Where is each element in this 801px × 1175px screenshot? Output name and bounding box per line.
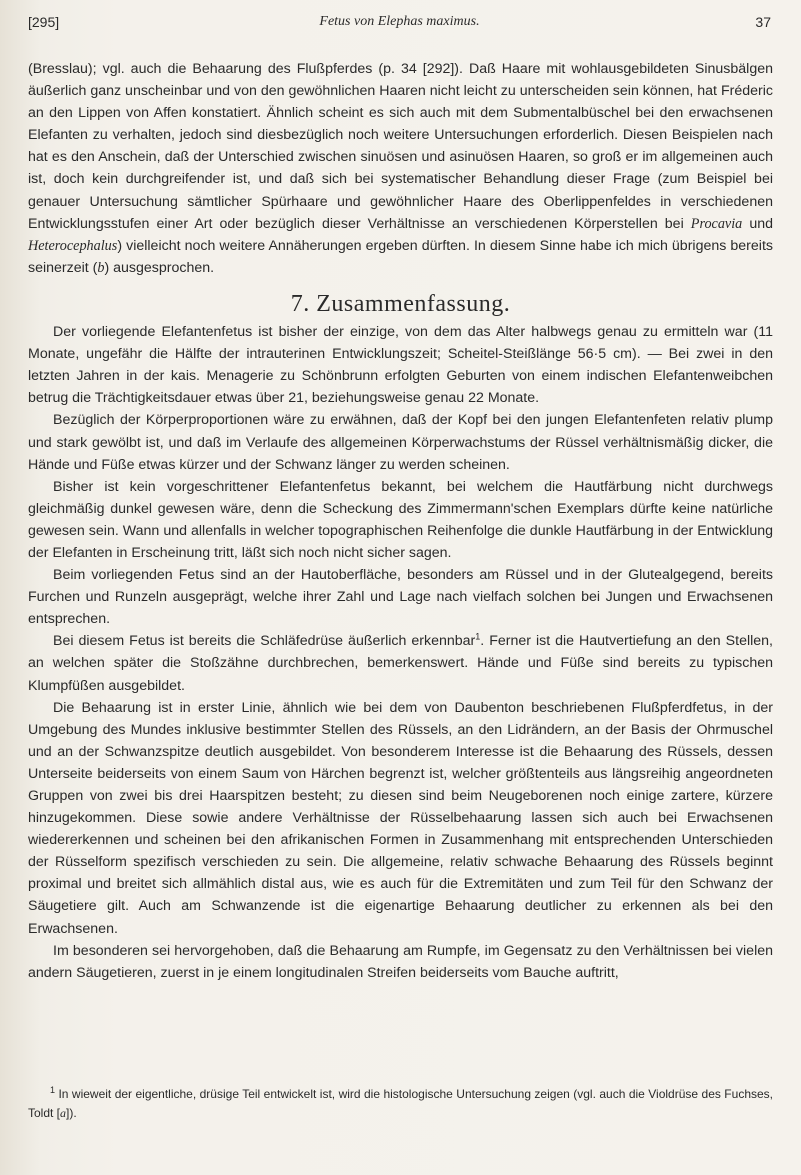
italic-term: a [60,1106,67,1120]
running-header [28,14,771,36]
italic-term: b [97,259,105,276]
body-text [28,58,773,984]
paragraph: Beim vorliegenden Fetus sind an der Hautoberfläche, besonders am Rüssel und in der Glutealgegend, bereits Furchen und Runzeln ausgeprägt, welche ihrer Zahl und Lage nach vielfach solchen bei Jungen und Erwachsenen entsprechen. [28,567,773,628]
footnote-body: In wieweit der eigentliche, drüsige Teil entwickelt ist, wird die histologische Untersuchung zeigen (vgl. auch die Violdrüse des Fuchses, Toldt [ [28,1087,773,1120]
paragraph-text: ) ausgesprochen. [104,259,215,276]
paragraph-text: und [742,215,773,232]
running-title: Fetus von Elephas maximus. [319,14,480,29]
page-number: 37 [755,14,771,30]
italic-term: Procavia [690,215,743,232]
footnote-body: ]). [66,1106,77,1120]
paragraph-text: (Bresslau); vgl. auch die Behaarung des Flußpferdes (p. 34 [292]). Daß Haare mit wohlausgebildeten Sinusbälgen äußerlich ganz unscheinbar und von den gewöhnlichen Haaren nicht leicht zu unterscheiden sein können, hat Fréderic an den Lippen von Affen konstatiert. Ähnlich scheint es sich auch mit dem Submentalbüschel bei den erwachsenen Elefanten zu verhalten, jedoch sind diesbezüglich noch weitere Untersuchungen erforderlich. Diesen Beispielen nach hat es den Anschein, daß der Unterschied zwischen sinuösen und asinuösen Haaren, so groß er im allgemeinen auch ist, doch kein durchgreifender ist, und daß sich bei systematischer Behandlung dieser Frage (zum Beispiel bei genauer Untersuchung sämtlicher Spürhaare und gewöhnlicher Haare des Oberlippenfeldes in verschiedenen Entwicklungsstufen einer Art oder bezüglich dieser Verhältnisse an verschiedenen Körperstellen bei [28,61,773,232]
footnote [28,1085,773,1123]
paragraph: Die Behaarung ist in erster Linie, ähnlich wie bei dem von Daubenton beschriebenen Flußpferdfetus, in der Umgebung des Mundes inklusive bestimmter Stellen des Rüssels, an den Lidrändern, an der Basis der Ohrmuschel und an der Schwanzspitze deutlich ausgebildet. Von besonderem Interesse ist die Behaarung des Rüssels, dessen Unterseite beiderseits von einem Saum von Härchen begrenzt ist, welcher größtenteils aus längsreihig angeordneten Gruppen von zwei bis drei Haarspitzen besteht; zu diesen sind beim Neugeborenen noch einige zartere, kürzere hinzugekommen. Diese sowie andere Verhältnisse der Rüsselbehaarung lassen sich auch bei Erwachsenen wiedererkennen und scheinen bei den afrikanischen Formen in Zusammenhang mit entsprechenden Unterschieden der Rüsselform spezifisch verschieden zu sein. Die allgemeine, relativ schwache Behaarung des Rüssels beginnt proximal und breitet sich allmählich distal aus, wie es auch für die Extremitäten und zum Teil für den Schwanz der Säugetiere gilt. Auch am Schwanzende ist die eigenartige Behaarung deutlicher zu erkennen als bei den Erwachsenen. [28,699,773,937]
footnote-text [28,1085,773,1123]
paragraph: Der vorliegende Elefantenfetus ist bisher der einzige, von dem das Alter halbwegs genau zu ermitteln war (11 Monate, ungefähr die Hälfte der intrauterinen Entwicklungszeit; Scheitel-Steißlänge 56·5 cm). — Bei zwei in den letzten Jahren in der kais. Menagerie zu Schönbrunn erfolgten Geburten von einem indischen Elefantenweibchen betrug die Trächtigkeitsdauer etwas über 21, beziehungsweise genau 22 Monate. [28,324,773,407]
footnote-marker: 1 [50,1085,56,1095]
footnote-ref: 1 [475,631,481,642]
paragraph: Bisher ist kein vorgeschrittener Elefantenfetus bekannt, bei welchem die Hautfärbung nicht durchwegs gleichmäßig dunkel gewesen wäre, denn die Scheckung des Zimmermann'schen Exemplars dürfte keine natürliche gewesen sein. Wann und allenfalls in welcher topographischen Reihenfolge die dunkle Hautfärbung in der Entwicklung der Elefanten in Erscheinung tritt, läßt sich noch nicht sicher sagen. [28,478,773,561]
paragraph-text: ) vielleicht noch weitere Annäherungen ergeben dürften. In diesem Sinne habe ich mich übrigens bereits seinerzeit ( [28,237,773,276]
paragraph: Im besonderen sei hervorgehoben, daß die Behaarung am Rumpfe, im Gegensatz zu den Verhältnissen bei vielen andern Säugetieren, zuerst in je einem longitudinalen Streifen beiderseits vom Bauche auftritt, [28,942,773,981]
section-heading: 7. Zusammenfassung. [290,290,511,317]
paragraph [28,630,773,696]
paragraph: Bezüglich der Körperproportionen wäre zu erwähnen, daß der Kopf bei den jungen Elefantenfeten relativ plump und stark gewölbt ist, und daß im Verlaufe des allgemeinen Körperwachstums der Rüssel verhältnismäßig dicker, die Hände und Füße etwas kürzer und der Schwanz länger zu werden scheinen. [28,412,773,473]
italic-term: Heterocephalus [28,237,118,254]
paragraph-text: . Ferner ist die Hautvertiefung an den Stellen, an welchen später die Stoßzähne durchbrechen, bemerkenswert. Hände und Füße sind bereits zu typischen Klumpfüßen ausgebildet. [28,633,773,694]
page-reference: [295] [28,14,60,30]
paragraph [28,58,773,279]
paragraph-text: Bei diesem Fetus ist bereits die Schläfedrüse äußerlich erkennbar [53,633,476,650]
